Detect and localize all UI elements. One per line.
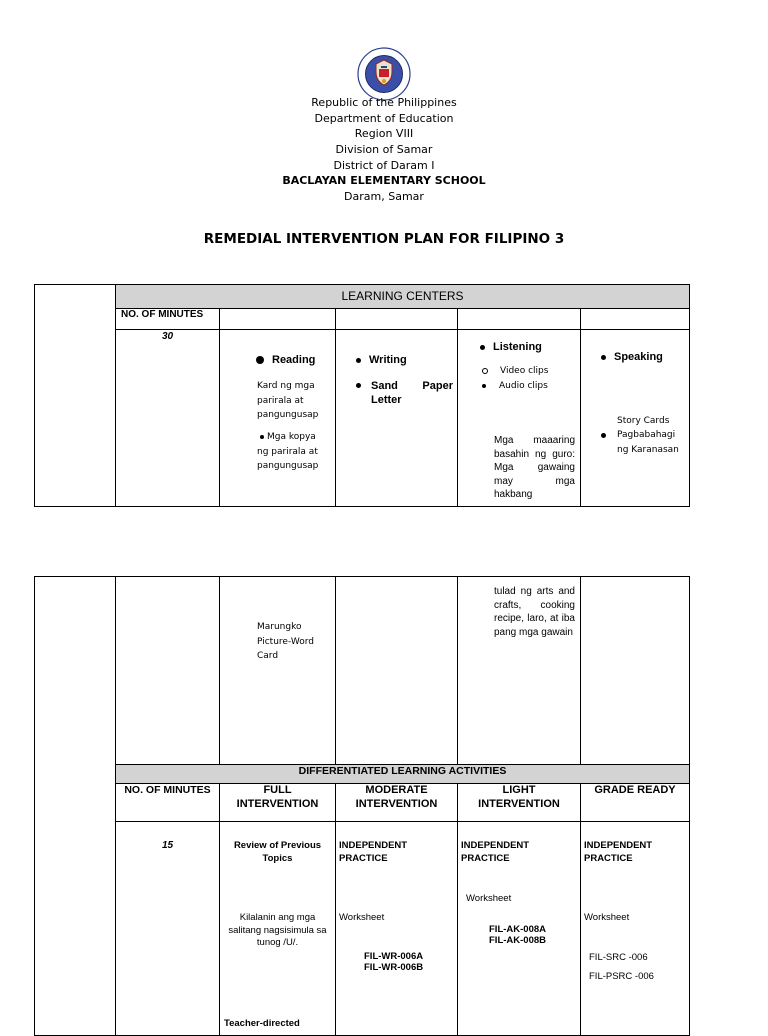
activity-title: INDEPENDENT PRACTICE [461,840,530,864]
table-cell [34,576,116,1036]
listening-note-continued: tulad ng arts and crafts, cooking recipe, laro, at iba pang mga gawain [494,586,575,638]
grade-ready-cell [580,821,690,1036]
writing-cell [335,329,458,507]
table-cell [219,576,336,765]
worksheet-code: FIL-WR-006B [364,962,424,973]
bullet-icon [601,433,606,438]
listening-cell [457,329,581,507]
reading-item: Reading [256,354,315,368]
worksheet-code: FIL-PSRC -006 [589,971,654,982]
column-header-label: MODERATE INTERVENTION [355,784,438,810]
table-cell [580,308,690,330]
column-header [219,783,336,822]
document-title: REMEDIAL INTERVENTION PLAN FOR FILIPINO 3 [203,231,565,247]
writing-item: Sand Paper Letter [356,379,453,407]
table-cell [457,308,581,330]
listening-item: Listening [480,341,542,355]
bullet-icon [356,358,361,363]
header-line: Department of Education [314,111,454,125]
writing-item: Writing [356,354,407,368]
worksheet-label: Worksheet [466,893,512,904]
listening-sub: Audio clips [482,379,548,394]
table-cell [34,284,116,507]
column-header-label: LIGHT INTERVENTION [478,784,560,810]
reading-material: Marungko Picture-Word Card [257,622,314,661]
activity-title: Review of Previous Topics [233,840,322,864]
minutes-value: 15 [161,840,174,851]
table-cell [219,308,336,330]
column-header [335,783,458,822]
table-cell [115,576,220,765]
reading-material: Kard ng mga parirala at pangungusap [257,381,319,420]
header-line: District of Daram I [333,158,435,172]
table-header-cell [115,284,690,309]
speaking-item: Speaking [601,351,663,365]
activities-header: DIFFERENTIATED LEARNING ACTIVITIES [298,765,507,777]
activity-footer: Teacher-directed [224,1018,300,1029]
activity-body: Kilalanin ang mga salitang nagsisimula sa tunog /U/. [228,912,327,948]
letterhead [0,95,768,205]
listening-sub: Video clips [482,364,548,379]
table-header-cell [115,764,690,784]
column-header [115,783,220,822]
table-cell [457,576,581,765]
column-header-label: NO. OF MINUTES [124,784,211,796]
light-intervention-cell [457,821,581,1036]
column-header-label: FULL INTERVENTION [236,784,319,810]
bullet-icon [256,356,264,364]
full-intervention-cell [219,821,336,1036]
deped-seal [357,47,411,101]
worksheet-label: Worksheet [584,912,630,923]
worksheet-code: FIL-AK-008B [489,935,547,946]
bullet-icon [260,435,264,439]
circle-bullet-icon [482,368,488,374]
table-cell [335,576,458,765]
school-name: BACLAYAN ELEMENTARY SCHOOL [282,174,486,188]
speaking-material: Pagbabahagi ng Karanasan [601,428,687,457]
minutes-value: 30 [161,331,174,342]
column-header [580,783,690,822]
table-cell [115,308,220,330]
minutes-label: NO. OF MINUTES [121,309,204,320]
table-cell [115,329,220,507]
column-header-label: GRADE READY [594,784,676,796]
table-cell [580,576,690,765]
header-line: Republic of the Philippines [311,96,457,109]
school-location: Daram, Samar [344,190,424,204]
bullet-icon [482,384,486,388]
worksheet-code: FIL-AK-008A [489,924,547,935]
bullet-icon [480,345,485,350]
header-line: Region VIII [354,127,414,141]
activity-title: INDEPENDENT PRACTICE [584,840,653,864]
worksheet-label: Worksheet [339,912,385,923]
speaking-material: Story Cards [617,416,670,426]
table-cell [115,821,220,1036]
learning-centers-header: LEARNING CENTERS [341,289,464,303]
listening-note: Mga maaaring basahin ng guro: Mga gawaing may mga hakbang [494,435,575,500]
worksheet-code: FIL-SRC -006 [589,952,648,963]
header-line: Division of Samar [335,143,433,157]
worksheet-code: FIL-WR-006A [364,951,424,962]
bullet-icon [601,355,606,360]
reading-material: Mga kopya ng parirala at pangungusap [257,432,319,471]
table-cell [335,308,458,330]
bullet-icon [356,383,361,388]
speaking-cell [580,329,690,507]
moderate-intervention-cell [335,821,458,1036]
column-header [457,783,581,822]
activity-title: INDEPENDENT PRACTICE [339,840,408,864]
reading-cell [219,329,336,507]
